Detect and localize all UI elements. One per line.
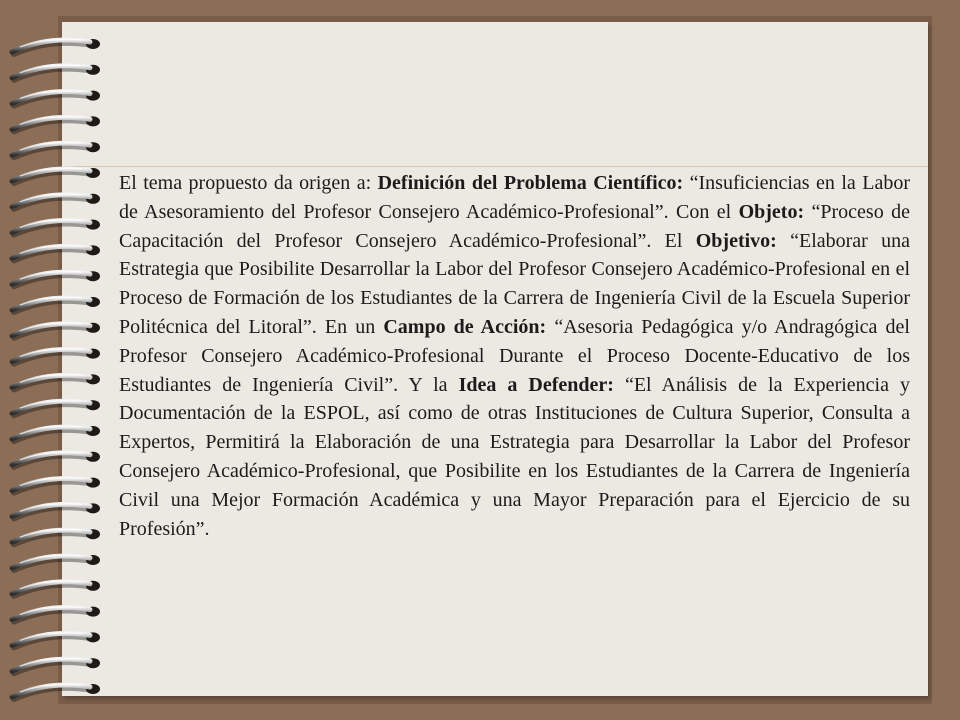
spiral-ring <box>12 142 100 157</box>
spiral-ring <box>12 220 100 235</box>
label-problem: Definición del Problema Científico: <box>377 172 684 194</box>
spiral-ring <box>12 39 100 54</box>
spiral-ring <box>12 245 100 260</box>
text-problem: “Insuficiencias en la Labor de Asesoramiento del Profesor Consejero Académico-Profesional”. Con el <box>119 172 910 223</box>
spiral-binding <box>0 0 110 720</box>
spiral-ring <box>12 581 100 596</box>
spiral-ring <box>12 555 100 570</box>
spiral-ring <box>12 478 100 493</box>
spiral-ring <box>12 503 100 518</box>
spiral-ring <box>12 116 100 131</box>
spiral-ring <box>12 607 100 622</box>
label-object: Objeto: <box>738 200 805 223</box>
text-object: “Proceso de Capacitación del Profesor Consejero Académico-Profesional”. El <box>119 200 910 252</box>
text-field: “Asesoria Pedagógica y/o Andragógica del Profesor Consejero Académico-Profesional Durante el Proceso Docente-Educativo de los Estudiantes de Ingeniería Civil”. Y la <box>119 315 910 396</box>
spiral-ring <box>12 323 100 338</box>
label-idea: Idea a Defender: <box>458 373 614 396</box>
spiral-ring <box>12 65 100 80</box>
label-objective: Objetivo: <box>695 229 777 252</box>
spiral-ring <box>12 684 100 699</box>
spiral-ring <box>12 658 100 673</box>
spiral-ring <box>12 194 100 209</box>
text-intro: El tema propuesto da origen a: <box>119 172 378 194</box>
spiral-ring <box>12 374 100 389</box>
spiral-ring <box>12 297 100 312</box>
label-field: Campo de Acción: <box>383 315 547 338</box>
spiral-ring <box>12 632 100 647</box>
spiral-ring <box>12 91 100 106</box>
text-idea: “El Análisis de la Experiencia y Documentación de la ESPOL, así como de otras Instituciones de Cultura Superior, Consulta a Expertos, Permitirá la Elaboración de una Estrategia para Desarrollar la Labor del Profesor Consejero Académico-Profesional, que Posibilite en los Estudiantes de la Carrera de Ingeniería Civil una Mejor Formación Académica y una Mayor Preparación para el Ejercicio de su Profesión”. <box>119 373 910 540</box>
spiral-ring <box>12 452 100 467</box>
main-paragraph <box>119 169 910 543</box>
spiral-ring <box>12 400 100 415</box>
spiral-ring <box>12 529 100 544</box>
text-objective: “Elaborar una Estrategia que Posibilite Desarrollar la Labor del Profesor Consejero Académico-Profesional en el Proceso de Formación de los Estudiantes de la Carrera de Ingeniería Civil de la Escuela Superior Politécnica del Litoral”. En un <box>119 229 910 338</box>
spiral-ring <box>12 349 100 364</box>
spiral-ring <box>12 426 100 441</box>
spiral-ring <box>12 168 100 183</box>
spiral-ring <box>12 271 100 286</box>
ruled-line <box>64 166 928 167</box>
